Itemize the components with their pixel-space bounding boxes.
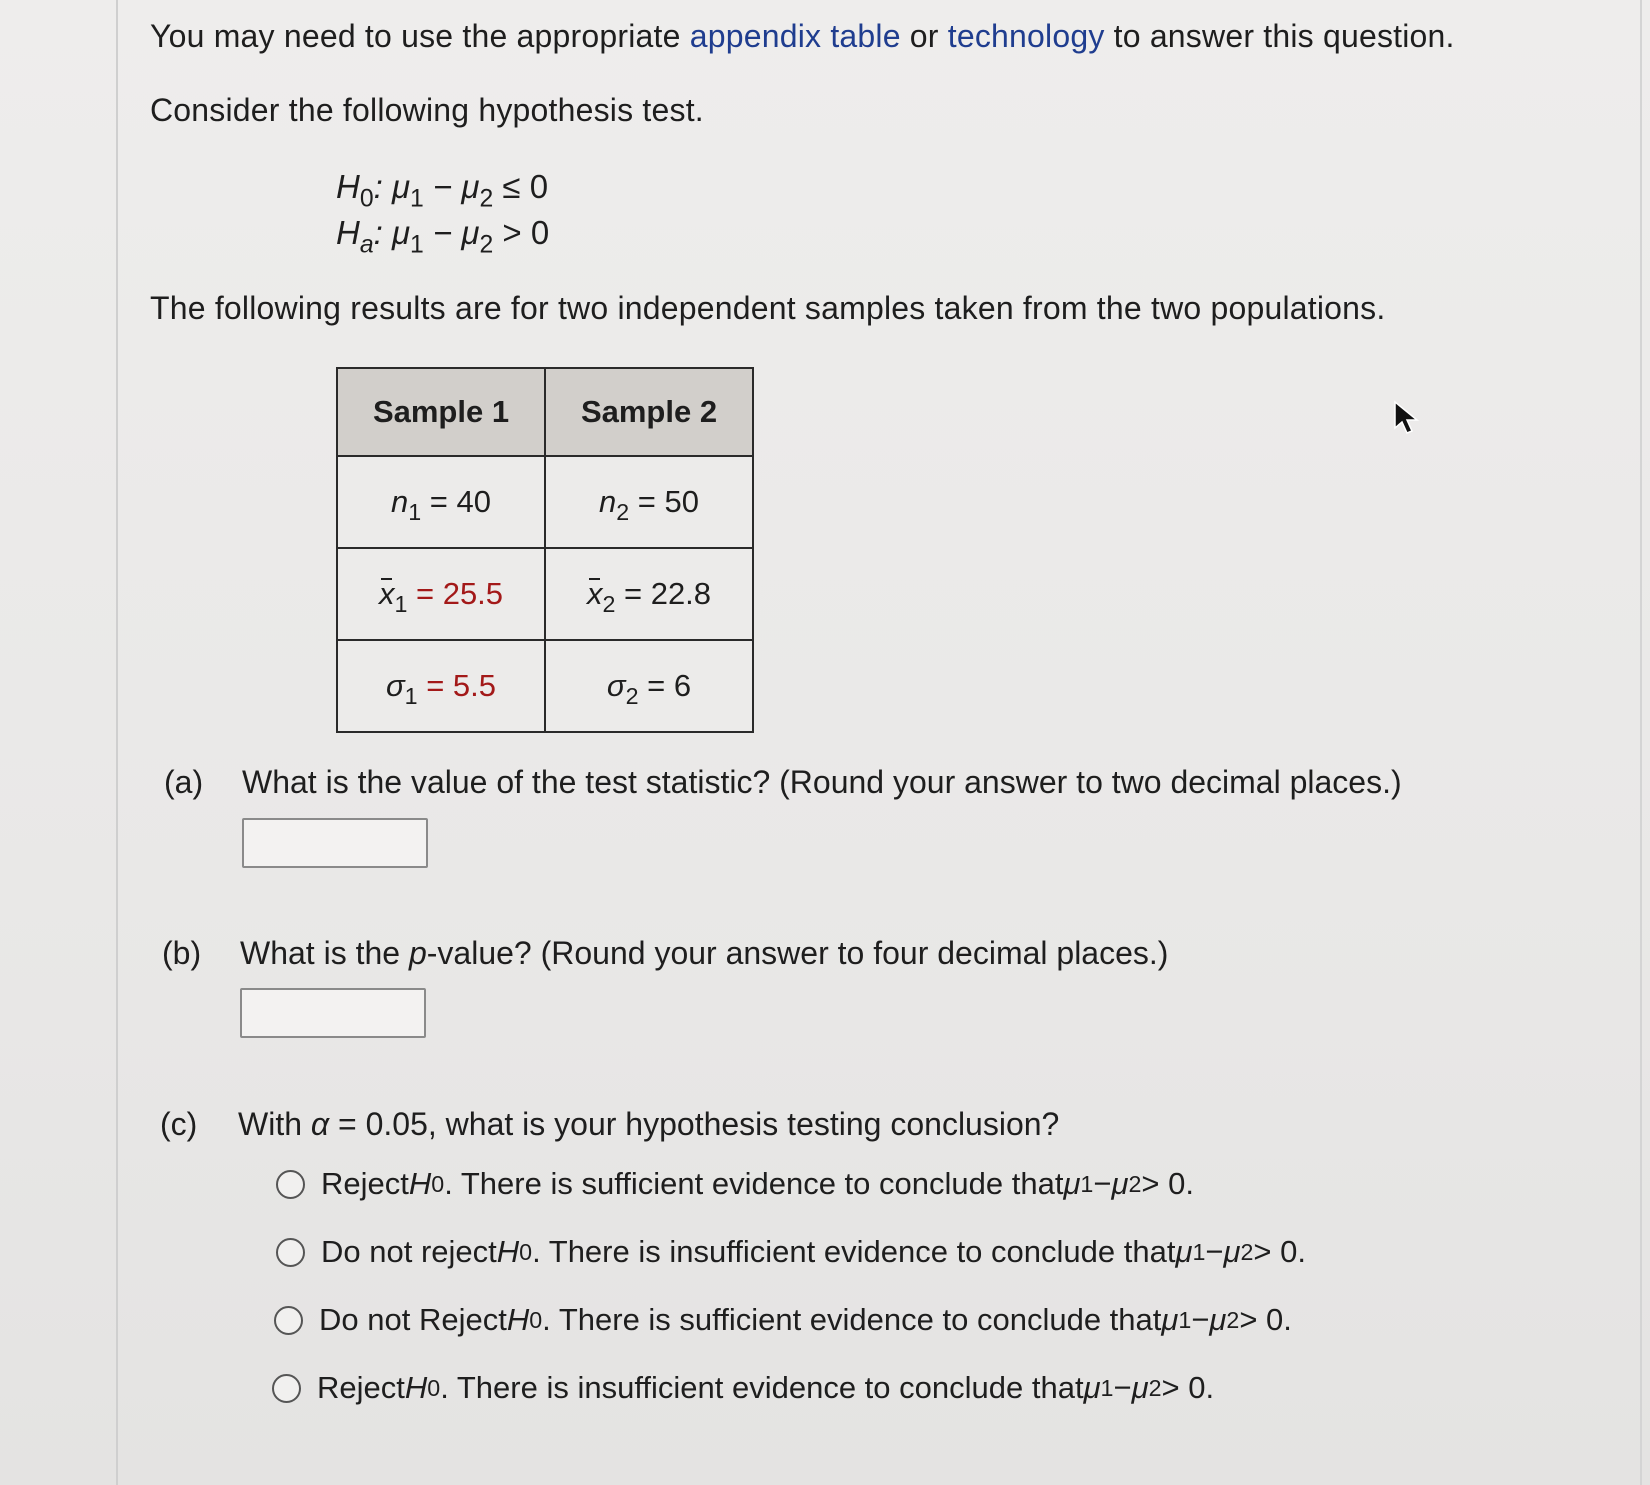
radio-button[interactable] [276,1238,305,1267]
option-reject-insufficient[interactable]: Reject H 0 . There is insufficient evidence to conclude that μ 1 − μ 2 > 0. [272,1370,1214,1406]
intro-text [150,18,1455,55]
option-reject-sufficient[interactable]: Reject H 0 . There is sufficient evidence to conclude that μ 1 − μ 2 > 0. [276,1166,1194,1202]
intro-part2: or [900,18,948,54]
intro-part1: You may need to use the appropriate [150,18,690,54]
radio-button[interactable] [276,1170,305,1199]
question-b-text: What is the p-value? (Round your answer to four decimal places.) [240,935,1169,971]
mouse-cursor-icon [1392,400,1422,436]
appendix-table-link[interactable]: appendix table [689,18,901,54]
samples-table [336,367,754,733]
table-row-mean [337,548,753,640]
cell-n2: $n_2 = 50$ [545,456,753,548]
radio-button[interactable] [272,1374,301,1403]
header-sample-2: Sample 2 [545,368,753,456]
cell-sigma2: $\sigma_2 = 6$ [545,640,753,732]
table-row-sigma [337,640,753,732]
question-b-label: (b) [162,935,202,971]
cell-x1: $x_1 = 25.5$ [337,548,545,640]
intro-part3: to answer this question. [1104,18,1455,54]
test-statistic-input[interactable] [242,818,428,868]
question-a-label: (a) [164,764,204,800]
question-c-text: With α = 0.05, what is your hypothesis testing conclusion? [238,1106,1060,1142]
table-row-n [337,456,753,548]
radio-button[interactable] [274,1306,303,1335]
option-do-not-reject-insufficient[interactable]: Do not reject H 0 . There is insufficient evidence to conclude that μ 1 − μ 2 > 0. [276,1234,1306,1270]
p-value-input[interactable] [240,988,426,1038]
option-do-not-reject-sufficient[interactable]: Do not Reject H 0 . There is sufficient evidence to conclude that μ 1 − μ 2 > 0. [274,1302,1292,1338]
cell-sigma1: $\sigma_1 = 5.5$ [337,640,545,732]
left-divider [116,0,118,1485]
table-header-row [337,368,753,456]
technology-link[interactable]: technology [947,18,1105,54]
null-hypothesis: $H_0$: $\mu_1 - \mu_2 \le 0$ [336,168,549,213]
header-sample-1: Sample 1 [337,368,545,456]
results-text: The following results are for two independent samples taken from the two populations. [150,290,1386,326]
cell-x2: $x_2 = 22.8$ [545,548,753,640]
alternative-hypothesis: $H_a$: $\mu_1 - \mu_2 > 0$ [336,214,550,259]
consider-text: Consider the following hypothesis test. [150,92,704,128]
cell-n1: $n_1 = 40$ [337,456,545,548]
right-divider [1640,0,1642,1485]
question-c-label: (c) [160,1106,198,1142]
question-a-text: What is the value of the test statistic? (Round your answer to two decimal places.) [242,764,1402,800]
